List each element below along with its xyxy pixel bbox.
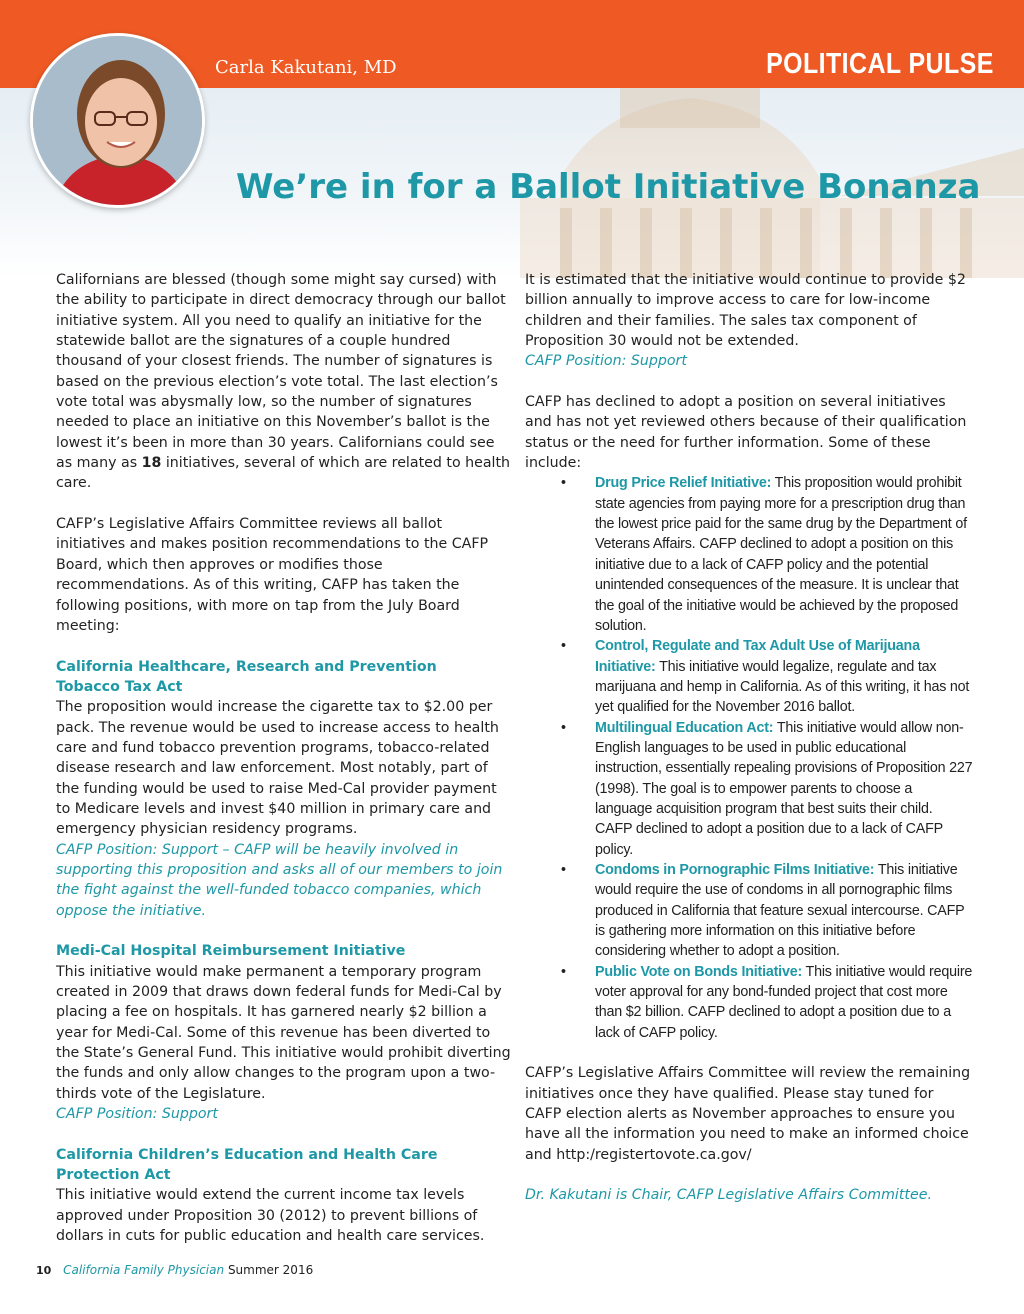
list-item: • Drug Price Relief Initiative: This proposition would prohibit state agencies from paying more for a prescription drug than the lowest price paid for the same drug by the Department of Veterans Affairs. CAFP declined to adopt a position on this initiative due to a lack of CAFP policy and the potential unintended consequences of the measure. It is unclear that the goal of the initiative would be achieved by the proposed solution. (561, 475, 967, 634)
list-item: • Condoms in Pornographic Films Initiative: This initiative would require the use of condoms in all pornographic films produced in California that feature sexual intercourse. CAFP is gathering more information on this initiative before considering whether to adopt a position. (561, 861, 965, 960)
issue-label: Summer 2016 (227, 1263, 314, 1277)
tobacco-tax-body: The proposition would increase the cigarette tax to $2.00 per pack. The revenue would be used to increase access to health care and fund tobacco prevention programs, tobacco-related disease research and law enforcement. Most notably, part of the funding would be used to raise Med-Cal provider payment to Medicare levels and invest $40 million in primary care and emergency physician residency programs. (56, 699, 499, 838)
page-footer (36, 1263, 313, 1277)
children-education-body: This initiative would extend the current income tax levels approved under Proposition 30 (2012) to prevent billions of dollars in cuts for public education and health care services. (56, 1187, 485, 1245)
right-column (525, 270, 973, 1206)
tobacco-tax-position: CAFP Position: Support – CAFP will be heavily involved in supporting this proposition and asks all of our members to join the fight against the well-funded tobacco companies, which oppose the initiative. (56, 841, 503, 919)
medi-cal-heading: Medi-Cal Hospital Reimbursement Initiative (56, 943, 406, 960)
author-portrait-illustration (33, 36, 205, 208)
declined-initiatives-list (525, 473, 973, 1043)
author-photo (30, 33, 205, 208)
bullet-icon: • (561, 963, 566, 980)
magazine-title: California Family Physician (63, 1263, 225, 1277)
bullet-icon: • (561, 719, 566, 736)
bullet-icon: • (561, 861, 566, 878)
closing-paragraph: CAFP’s Legislative Affairs Committee will review the remaining initiatives once they have qualified. Please stay tuned for CAFP election alerts as November approaches to ensure you have all the information you need to make an informed choice and http:/registertovote.ca.gov/ (525, 1065, 971, 1163)
article-headline: We’re in for a Ballot Initiative Bonanza (236, 167, 981, 207)
children-education-position: CAFP Position: Support (525, 353, 687, 370)
list-item: • Multilingual Education Act: This initiative would allow non-English languages to be used in public educational instruction, essentially repealing provisions of Proposition 227 (1998). The goal is to empower parents to choose a language acquisition program that best suits their child. CAFP declined to adopt a position due to a lack of CAFP policy. (561, 719, 973, 858)
initiative-count: 18 (141, 455, 162, 472)
declined-intro: CAFP has declined to adopt a position on several initiatives and has not yet reviewed others because of their qualification status or the need for further information. Some of these include: (525, 394, 967, 472)
bullet-icon: • (561, 638, 566, 655)
page-number: 10 (36, 1264, 52, 1277)
continued-paragraph: It is estimated that the initiative would continue to provide $2 billion annually to improve access to care for low-income children and their families. The sales tax component of Proposition 30 would not be extended. (525, 272, 966, 350)
section-label: POLITICAL PULSE (766, 48, 994, 80)
committee-paragraph: CAFP’s Legislative Affairs Committee reviews all ballot initiatives and makes position recommendations to the CAFP Board, which then approves or modifies those recommendations. As of this writing, CAFP has taken the following positions, with more on tap from the July Board meeting: (56, 516, 489, 634)
medi-cal-position: CAFP Position: Support (56, 1106, 218, 1123)
intro-paragraph: Californians are blessed (though some might say cursed) with the ability to participate in direct democracy through our ballot initiative system. All you need to qualify an initiative for the statewide ballot are the signatures of a couple hundred thousand of your closest friends. The number of signatures is based on the previous election’s vote total. The last election’s vote total was abysmally low, so the number of signatures needed to place an initiative on this November’s ballot is the lowest it’s been in more than 30 years. Californians could see as many as 18 initiatives, several of which are related to health care. (56, 272, 511, 492)
children-education-heading: California Children’s Education and Health Care Protection Act (56, 1146, 438, 1184)
tobacco-tax-heading: California Healthcare, Research and Prevention Tobacco Tax Act (56, 658, 437, 695)
list-item: • Public Vote on Bonds Initiative: This initiative would require voter approval for any bond-funded project that cost more than $2 billion. CAFP declined to adopt a position due to a lack of CAFP policy. (561, 963, 973, 1041)
list-item: • Control, Regulate and Tax Adult Use of Marijuana Initiative: This initiative would legalize, regulate and tax marijuana and hemp in California. As of this writing, it has not yet qualified for the November 2016 ballot. (561, 638, 970, 716)
medi-cal-body: This initiative would make permanent a temporary program created in 2009 that draws down federal funds for Medi-Cal by placing a fee on hospitals. It has garnered nearly $2 billion a year for Medi-Cal. Some of this revenue has been diverted to the State’s General Fund. This initiative would prohibit diverting the funds and only allow changes to the program upon a two-thirds vote of the Legislature. (56, 963, 511, 1102)
author-signature: Dr. Kakutani is Chair, CAFP Legislative Affairs Committee. (525, 1187, 932, 1204)
left-column (56, 270, 514, 1247)
author-name: Carla Kakutani, MD (215, 57, 397, 78)
bullet-icon: • (561, 475, 566, 492)
